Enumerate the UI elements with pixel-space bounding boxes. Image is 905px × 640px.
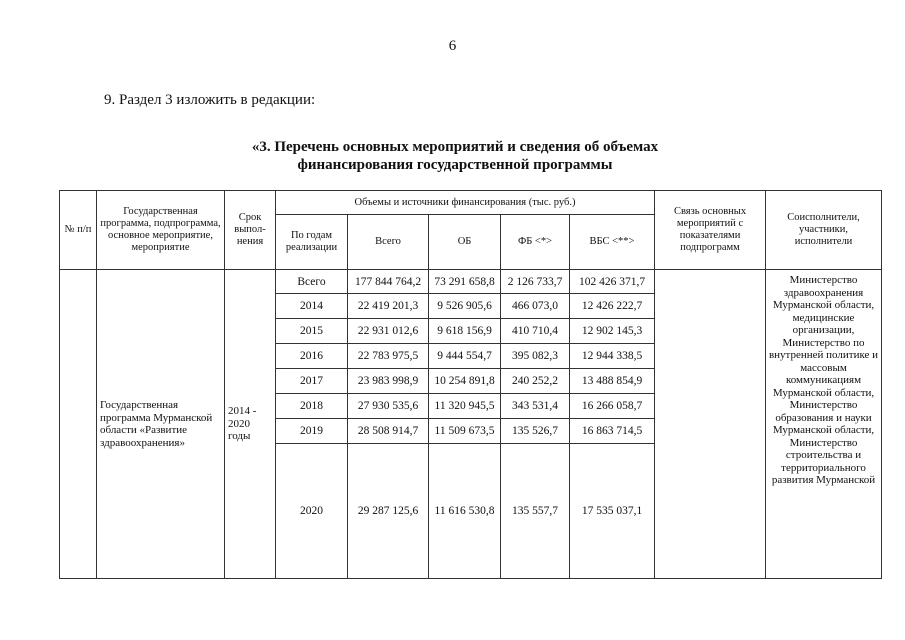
year-cell: 2015	[276, 319, 348, 344]
header-ob: ОБ	[429, 215, 501, 270]
header-by-years: По годам реализации	[276, 215, 348, 270]
header-fb: ФБ <*>	[501, 215, 570, 270]
header-vbs: ВБС <**>	[570, 215, 655, 270]
year-cell: 2017	[276, 369, 348, 394]
table-row	[60, 270, 882, 294]
total-cell: 22 931 012,6	[348, 319, 429, 344]
executors-cell: Министерство здравоохранения Мурманской области, медицинские организации, Министерство по внутренней политике и массовым коммуникациям Мурманской области, Министерство образования и науки Мурманской области, Министерство строительства и территориального развития Мурманской	[766, 270, 882, 579]
year-cell: 2014	[276, 294, 348, 319]
fb-cell: 2 126 733,7	[501, 270, 570, 294]
total-cell: 22 419 201,3	[348, 294, 429, 319]
fb-cell: 240 252,2	[501, 369, 570, 394]
fb-cell: 466 073,0	[501, 294, 570, 319]
ob-cell: 11 509 673,5	[429, 419, 501, 444]
year-cell: 2020	[276, 444, 348, 579]
ob-cell: 10 254 891,8	[429, 369, 501, 394]
ob-cell: 73 291 658,8	[429, 270, 501, 294]
fb-cell: 135 526,7	[501, 419, 570, 444]
section-title	[120, 138, 790, 174]
total-cell: 177 844 764,2	[348, 270, 429, 294]
year-cell: 2018	[276, 394, 348, 419]
section-title-line-2: финансирования государственной программы	[297, 157, 613, 173]
header-total: Всего	[348, 215, 429, 270]
year-cell: Всего	[276, 270, 348, 294]
link-cell	[655, 270, 766, 579]
header-period: Срок выпол-нения	[225, 191, 276, 270]
total-cell: 23 983 998,9	[348, 369, 429, 394]
vbs-cell: 12 902 145,3	[570, 319, 655, 344]
header-link: Связь основных мероприятий с показателями подпрограмм	[655, 191, 766, 270]
vbs-cell: 16 863 714,5	[570, 419, 655, 444]
vbs-cell: 13 488 854,9	[570, 369, 655, 394]
fb-cell: 395 082,3	[501, 344, 570, 369]
header-executors: Соисполнители, участники, исполнители	[766, 191, 882, 270]
period-cell: 2014 - 2020 годы	[225, 270, 276, 579]
vbs-cell: 16 266 058,7	[570, 394, 655, 419]
fb-cell: 410 710,4	[501, 319, 570, 344]
program-name-cell: Государственная программа Мурманской области «Развитие здравоохранения»	[97, 270, 225, 579]
ob-cell: 9 618 156,9	[429, 319, 501, 344]
page-number: 6	[448, 38, 457, 54]
total-cell: 27 930 535,6	[348, 394, 429, 419]
year-cell: 2019	[276, 419, 348, 444]
header-funding: Объемы и источники финансирования (тыс. руб.)	[276, 191, 655, 215]
ob-cell: 11 320 945,5	[429, 394, 501, 419]
vbs-cell: 102 426 371,7	[570, 270, 655, 294]
funding-table	[59, 190, 882, 579]
total-cell: 29 287 125,6	[348, 444, 429, 579]
ob-cell: 11 616 530,8	[429, 444, 501, 579]
section-title-line-1: «3. Перечень основных мероприятий и сведения об объемах	[251, 139, 659, 155]
vbs-cell: 17 535 037,1	[570, 444, 655, 579]
header-program: Государственная программа, подпрограмма, основное мероприятие, мероприятие	[97, 191, 225, 270]
header-num: № п/п	[60, 191, 97, 270]
year-cell: 2016	[276, 344, 348, 369]
ob-cell: 9 526 905,6	[429, 294, 501, 319]
fb-cell: 135 557,7	[501, 444, 570, 579]
fb-cell: 343 531,4	[501, 394, 570, 419]
vbs-cell: 12 944 338,5	[570, 344, 655, 369]
row-num-cell	[60, 270, 97, 579]
total-cell: 28 508 914,7	[348, 419, 429, 444]
table-body	[60, 270, 882, 579]
total-cell: 22 783 975,5	[348, 344, 429, 369]
ob-cell: 9 444 554,7	[429, 344, 501, 369]
amendment-paragraph: 9. Раздел 3 изложить в редакции:	[104, 92, 316, 108]
vbs-cell: 12 426 222,7	[570, 294, 655, 319]
